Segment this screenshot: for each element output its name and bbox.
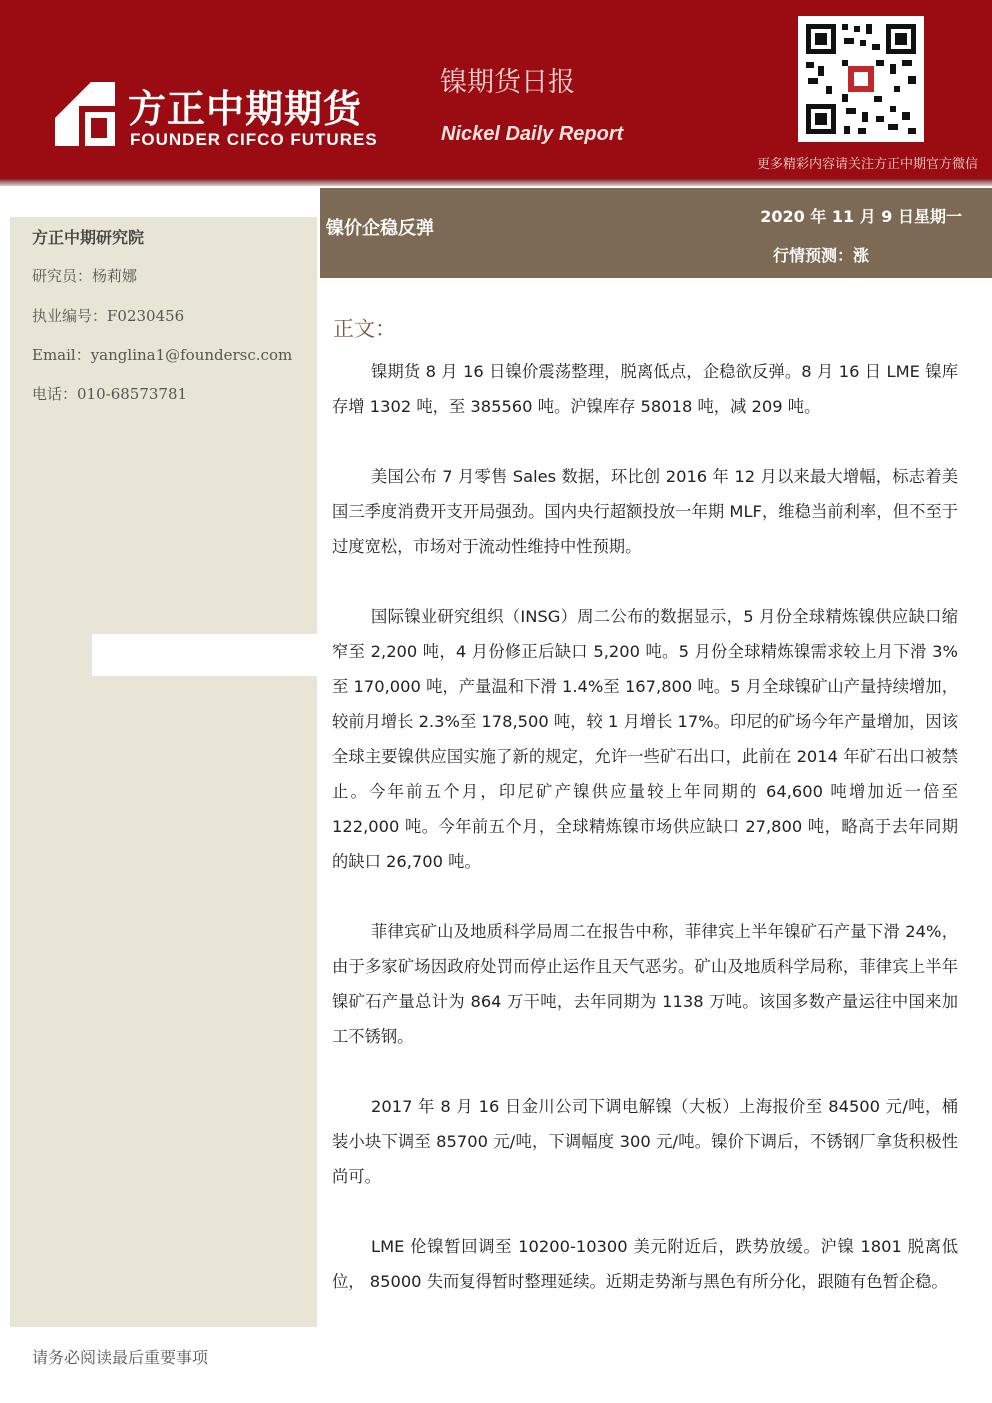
author-phone: 电话：010-68573781 <box>32 385 188 403</box>
body-paragraph-2: 美国公布 7 月零售 Sales 数据，环比创 2016 年 12 月以来最大增幅，标志着美国三季度消费开支开局强劲。国内央行超额投放一年期 MLF，维稳当前利率，但不至于过度宽松，市场对于流动性维持中性预期。 <box>332 467 958 556</box>
company-name-en: FOUNDER CIFCO FUTURES <box>130 130 378 149</box>
institute-name: 方正中期研究院 <box>32 228 145 247</box>
header-divider <box>0 178 992 186</box>
author-email[interactable]: Email：yanglina1@foundersc.com <box>32 346 293 364</box>
report-date: 2020 年 11 月 9 日星期一 <box>760 207 962 226</box>
sidebar-gap <box>92 634 322 676</box>
body-paragraph-6: LME 伦镍暂回调至 10200-10300 美元附近后，跌势放缓。沪镍 1801 脱离低位， 85000 失而复得暂时整理延续。近期走势渐与黑色有所分化，跟随有色暂企稳。 <box>332 1237 958 1291</box>
body-paragraph-4: 菲律宾矿山及地质科学局周二在报告中称，菲律宾上半年镍矿石产量下滑 24%，由于多家矿场因政府处罚而停止运作且天气恶劣。矿山及地质科学局称，菲律宾上半年镍矿石产量总计为 864 万干吨，去年同期为 1138 万吨。该国多数产量运往中国来加工不锈钢。 <box>332 922 958 1046</box>
wechat-qr-code-icon[interactable] <box>798 16 924 142</box>
market-forecast: 行情预测：涨 <box>773 246 870 265</box>
follow-wechat-text: 更多精彩内容请关注方正中期官方微信 <box>756 157 978 172</box>
report-subtitle: Nickel Daily Report <box>441 123 624 145</box>
report-title: 镍期货日报 <box>440 67 575 98</box>
researcher-name: 研究员：杨莉娜 <box>32 267 138 285</box>
body-paragraph-5: 2017 年 8 月 16 日金川公司下调电解镍（大板）上海报价至 84500 元/吨，桶装小块下调至 85700 元/吨，下调幅度 300 元/吨。镍价下调后，不锈钢厂拿货积极性尚可。 <box>332 1097 958 1186</box>
disclaimer-note: 请务必阅读最后重要事项 <box>32 1348 209 1367</box>
body-paragraph-3: 国际镍业研究组织（INSG）周二公布的数据显示，5 月份全球精炼镍供应缺口缩窄至 2,200 吨，4 月份修正后缺口 5,200 吨。5 月份全球精炼镍需求较上月下滑 3%至 170,000 吨，产量温和下滑 1.4%至 167,800 吨。5 月全球镍矿山产量持续增加，较前月增长 2.3%至 178,500 吨，较 1 月增长 17%。印尼的矿场今年产量增加，因该全球主要镍供应国实施了新的规定，允许一些矿石出口，此前在 2014 年矿石出口被禁止。今年前五个月，印尼矿产镍供应量较上年同期的 64,600 吨增加近一倍至 122,000 吨。今年前五个月，全球精炼镍市场供应缺口 27,800 吨，略高于去年同期的缺口 26,700 吨。 <box>332 607 958 871</box>
license-number: 执业编号：F0230456 <box>32 307 185 325</box>
company-name-cn: 方正中期期货 <box>128 87 363 131</box>
report-header <box>0 0 992 178</box>
body-heading: 正文： <box>333 317 396 341</box>
body-paragraph-1: 镍期货 8 月 16 日镍价震荡整理，脱离低点，企稳欲反弹。8 月 16 日 LME 镍库存增 1302 吨，至 385560 吨。沪镍库存 58018 吨，减 209 吨。 <box>332 362 958 416</box>
report-headline: 镍价企稳反弹 <box>326 218 434 239</box>
founder-logo-icon <box>55 82 115 146</box>
